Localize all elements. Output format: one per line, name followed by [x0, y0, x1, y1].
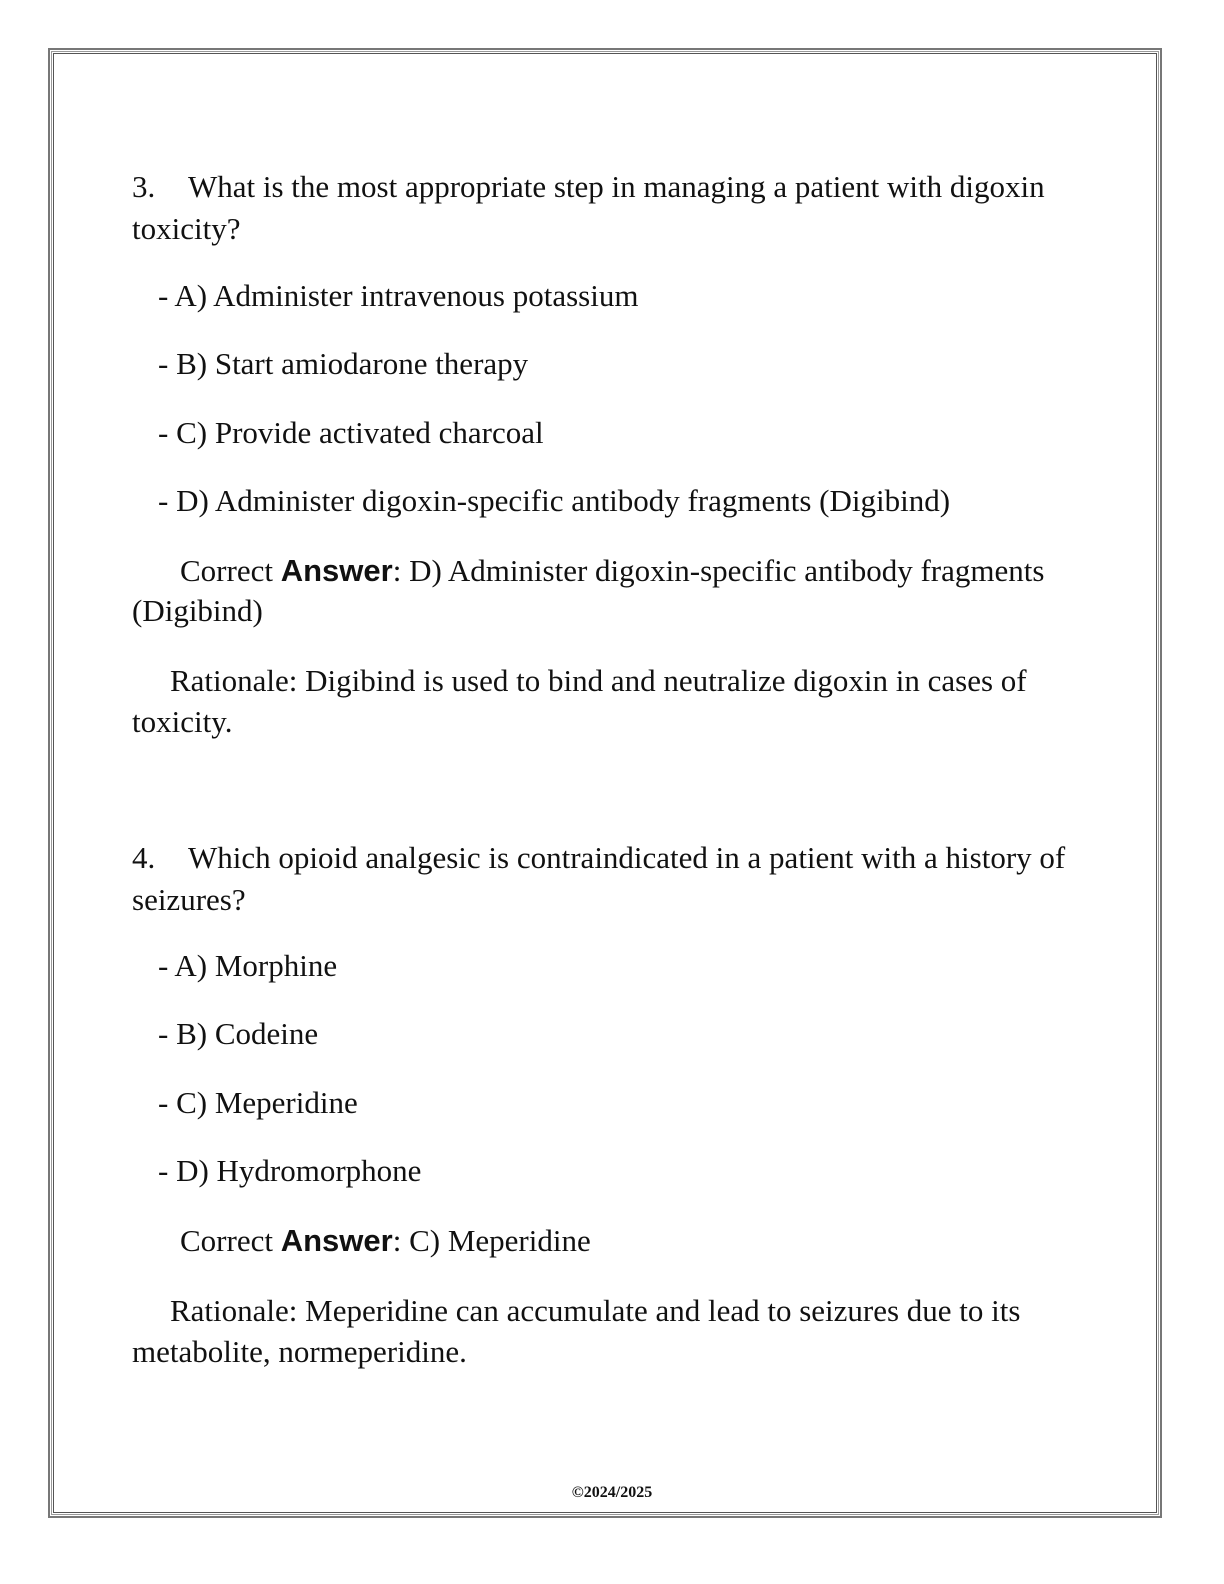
answer-prefix: Correct [180, 1223, 281, 1258]
option-d: - D) Hydromorphone [158, 1153, 422, 1188]
question-stem [132, 166, 1082, 250]
answer-prefix: Correct [180, 553, 281, 588]
copyright-footer: ©2024/2025 [571, 1484, 653, 1501]
question-number: 4. [132, 840, 156, 875]
option-a: - A) Morphine [158, 948, 338, 983]
option-c: - C) Provide activated charcoal [158, 415, 544, 450]
question-number: 3. [132, 169, 156, 204]
question-stem [132, 837, 1082, 921]
correct-answer [132, 551, 1052, 631]
rationale: Rationale: Digibind is used to bind and neutralize digoxin in cases of toxicity. [132, 663, 1027, 739]
option-b: - B) Codeine [158, 1016, 319, 1051]
question-text: Which opioid analgesic is contraindicated in a patient with a history of seizures? [132, 840, 1066, 917]
answer-text: : D) Administer digoxin-specific antibody fragments (Digibind) [132, 553, 1045, 628]
question-text: What is the most appropriate step in managing a patient with digoxin toxicity? [132, 169, 1045, 246]
option-b: - B) Start amiodarone therapy [158, 346, 529, 381]
answer-word: Answer [280, 1223, 393, 1258]
option-c: - C) Meperidine [158, 1085, 358, 1120]
correct-answer [132, 1221, 1052, 1261]
option-d: - D) Administer digoxin-specific antibody fragments (Digibind) [158, 483, 951, 518]
answer-text: : C) Meperidine [392, 1223, 591, 1258]
answer-word: Answer [280, 553, 393, 588]
option-a: - A) Administer intravenous potassium [158, 278, 639, 313]
rationale: Rationale: Meperidine can accumulate and lead to seizures due to its metabolite, normeperidine. [132, 1293, 1021, 1369]
